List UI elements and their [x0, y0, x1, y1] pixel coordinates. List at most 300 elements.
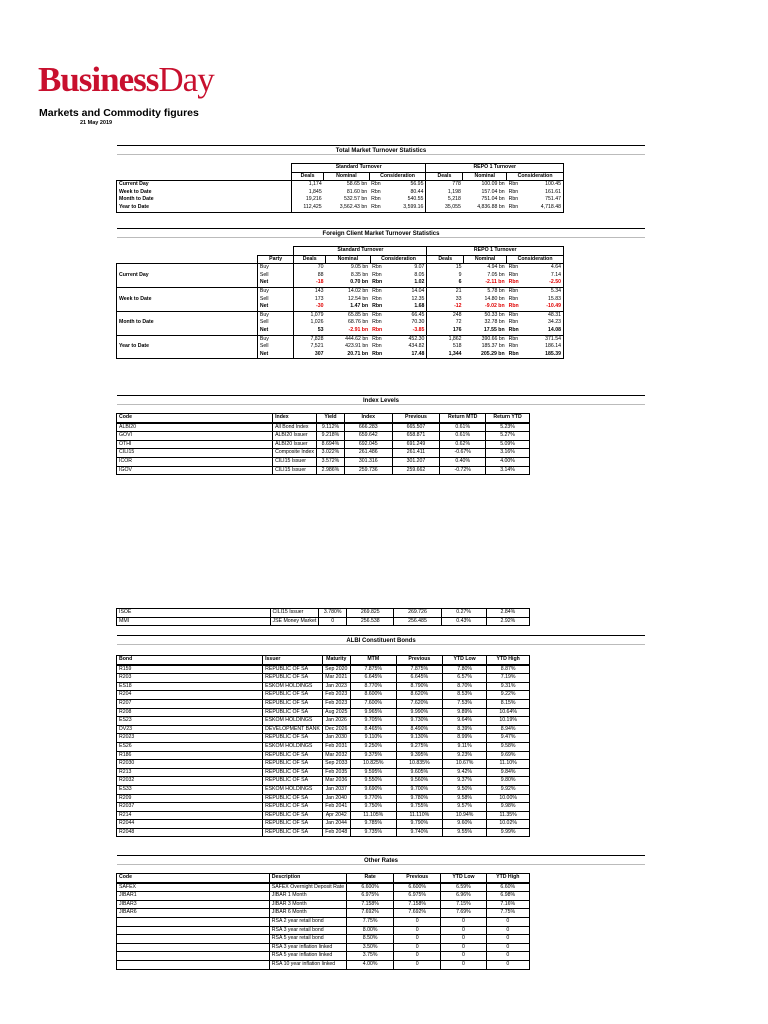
col-header: Bond: [117, 656, 263, 665]
col-header: Index: [344, 414, 392, 423]
bond-code-cell: ES33: [117, 785, 263, 794]
mtm-cell: 7.875%: [350, 665, 396, 674]
previous-cell: 8.790%: [396, 682, 442, 691]
ytd-low-cell: 9.55%: [442, 828, 486, 837]
bond-code-cell: R2044: [117, 820, 263, 829]
ytd-high-cell: 10.02%: [487, 820, 530, 829]
code-cell: IGOV: [117, 466, 273, 475]
rate-cell: 7.75%: [347, 917, 394, 926]
other-rates-body: [117, 883, 530, 969]
ytd-low-cell: 7.69%: [441, 909, 486, 918]
issuer-cell: ESKOM HOLDINGS: [263, 682, 323, 691]
previous-cell: 9.130%: [396, 734, 442, 743]
issuer-cell: ESKOM HOLDINGS: [263, 785, 323, 794]
table-row: [117, 708, 530, 717]
code-cell: [117, 926, 270, 935]
code-cell: ISOE: [117, 609, 271, 618]
repo-turnover-header: REPO 1 Turnover: [426, 164, 564, 173]
description-cell: RSA 5 year inflation linked: [269, 952, 346, 961]
row-label: Week to Date: [117, 189, 292, 197]
mtm-cell: 9.110%: [350, 734, 396, 743]
mtm-cell: 10.825%: [350, 760, 396, 769]
table-row: [117, 926, 530, 935]
index-name-cell: ALBI20 Issuer: [273, 432, 317, 441]
return-ytd-cell: 3.14%: [486, 466, 530, 475]
mtm-cell: 11.105%: [350, 811, 396, 820]
description-cell: RSA 3 year retail bond: [269, 926, 346, 935]
code-cell: ICOR: [117, 457, 273, 466]
ytd-low-cell: 9.64%: [442, 717, 486, 726]
maturity-cell: Feb 2048: [322, 828, 350, 837]
code-cell: JIBAR3: [117, 900, 270, 909]
rate-cell: 3.50%: [347, 943, 394, 952]
albi-bonds-table: [116, 655, 530, 837]
consideration-cell: 3,599.16: [388, 204, 426, 212]
previous-cell: 269.726: [394, 609, 441, 618]
unit-cell: Rbn: [372, 343, 382, 350]
consideration-cell: 34.23: [526, 319, 564, 327]
previous-cell: 7.620%: [396, 699, 442, 708]
consideration-cell: 8.05: [389, 272, 427, 280]
unit-cell: Rbn: [507, 204, 526, 212]
ytd-high-cell: 8.15%: [487, 699, 530, 708]
code-cell: ALBI20: [117, 423, 273, 432]
issuer-cell: ESKOM HOLDINGS: [263, 717, 323, 726]
bond-code-cell: ES18: [117, 682, 263, 691]
nominal-cell: 0.70 bn: [325, 279, 370, 287]
unit-cell: Rbn: [371, 188, 381, 195]
ytd-low-cell: 8.70%: [442, 682, 486, 691]
maturity-cell: Aug 2025: [322, 708, 350, 717]
code-cell: CILI15: [117, 449, 273, 458]
nominal-cell: 157.04 bn: [481, 188, 505, 195]
unit-cell: Rbn: [507, 264, 526, 272]
ytd-high-cell: 0: [486, 935, 529, 944]
col-header: Code: [117, 874, 270, 883]
table-row: [117, 768, 530, 777]
issuer-cell: REPUBLIC OF SA: [263, 699, 323, 708]
table-row: [117, 181, 564, 189]
ytd-low-cell: 0: [441, 943, 486, 952]
col-deals: Deals: [427, 255, 464, 264]
return-ytd-cell: 2.92%: [486, 617, 529, 626]
total-turnover-body: [117, 181, 564, 212]
bond-code-cell: R213: [117, 768, 263, 777]
col-header: MTM: [350, 656, 396, 665]
yield-cell: 3.780%: [319, 609, 347, 618]
total-turnover-table: [116, 163, 564, 213]
col-header: Rate: [347, 874, 394, 883]
nominal-cell: 14.80 bn: [484, 295, 505, 302]
nominal-cell: 444.62 bn: [325, 335, 370, 343]
previous-cell: 6.600%: [394, 883, 441, 892]
yield-cell: 3.022%: [317, 449, 345, 458]
index-levels-body-continued: [117, 609, 530, 626]
issuer-cell: REPUBLIC OF SA: [263, 794, 323, 803]
issuer-cell: REPUBLIC OF SA: [263, 828, 323, 837]
issuer-cell: REPUBLIC OF SA: [263, 777, 323, 786]
deals-cell: 143: [294, 287, 326, 295]
ytd-low-cell: 10.94%: [442, 811, 486, 820]
nominal-cell: 5.78 bn: [464, 287, 507, 295]
unit-cell: Rbn: [508, 188, 519, 195]
ytd-high-cell: 9.47%: [487, 734, 530, 743]
deals-cell: 5,218: [447, 196, 461, 203]
table-row: [117, 892, 530, 901]
consideration-cell: 70.30: [389, 319, 427, 327]
rate-cell: 7.692%: [347, 909, 394, 918]
return-mtd-cell: -0.72%: [440, 466, 486, 475]
return-mtd-cell: 0.61%: [440, 423, 486, 432]
deals-cell: -30: [294, 303, 326, 311]
deals-cell: 518: [452, 343, 462, 350]
ytd-high-cell: 10.00%: [487, 794, 530, 803]
col-header: Previous: [392, 414, 440, 423]
table-row: [117, 952, 530, 961]
deals-cell: 248: [427, 311, 464, 319]
group-label: Month to Date: [117, 311, 258, 335]
col-nominal: Nominal: [464, 255, 507, 264]
deals-cell: 778: [426, 181, 463, 189]
ytd-low-cell: 9.58%: [442, 794, 486, 803]
deals-cell: 112,425: [291, 204, 323, 212]
description-cell: RSA 3 year inflation linked: [269, 943, 346, 952]
ytd-high-cell: 11.10%: [487, 760, 530, 769]
nominal-cell: 185.37 bn: [481, 343, 505, 350]
mtm-cell: 9.965%: [350, 708, 396, 717]
nominal-cell: 68.76 bn: [347, 319, 369, 326]
issuer-cell: REPUBLIC OF SA: [263, 691, 323, 700]
bond-code-cell: R186: [117, 751, 263, 760]
section-total-turnover: Total Market Turnover Statistics: [117, 145, 645, 154]
rate-cell: 7.158%: [347, 900, 394, 909]
index-value-cell: 261.486: [344, 449, 392, 458]
index-name-cell: All Bond Index: [273, 423, 317, 432]
col-header: Code: [117, 414, 273, 423]
mtm-cell: 6.645%: [350, 674, 396, 683]
nominal-cell: 205.29 bn: [464, 351, 507, 359]
previous-cell: 0: [394, 943, 441, 952]
table-row: [117, 457, 530, 466]
unit-cell: Rbn: [370, 335, 389, 343]
unit-cell: Rbn: [507, 181, 526, 189]
nominal-cell: -2.91 bn: [325, 327, 370, 335]
consideration-cell: 7.14: [526, 272, 564, 280]
deals-cell: 15: [427, 264, 464, 272]
rate-cell: 6.600%: [347, 883, 394, 892]
mtm-cell: 9.690%: [350, 785, 396, 794]
code-cell: JIBAR6: [117, 909, 270, 918]
deals-cell: 19,216: [291, 196, 323, 204]
previous-cell: 665.507: [392, 423, 440, 432]
row-label: Year to Date: [117, 204, 292, 212]
issuer-cell: REPUBLIC OF SA: [263, 674, 323, 683]
issuer-cell: REPUBLIC OF SA: [263, 665, 323, 674]
albi-header-row: [117, 656, 530, 665]
ytd-high-cell: 7.75%: [486, 909, 529, 918]
deals-cell: 7,828: [294, 335, 326, 343]
col-deals: Deals: [426, 172, 463, 181]
std-turnover-header: Standard Turnover: [294, 247, 427, 256]
table-row: [117, 917, 530, 926]
description-cell: RSA 2 year retail bond: [269, 917, 346, 926]
col-header: Description: [269, 874, 346, 883]
col-header: YTD High: [487, 656, 530, 665]
previous-cell: 6.645%: [396, 674, 442, 683]
table-row: [117, 734, 530, 743]
ytd-low-cell: 6.59%: [441, 883, 486, 892]
maturity-cell: Jan 2023: [322, 682, 350, 691]
ytd-high-cell: 9.98%: [487, 803, 530, 812]
ytd-high-cell: 0: [486, 952, 529, 961]
unit-cell: Rbn: [370, 303, 389, 311]
maturity-cell: Jan 2030: [322, 734, 350, 743]
table-row: [117, 674, 530, 683]
table-row: [117, 699, 530, 708]
deals-cell: 1,198: [447, 188, 461, 195]
unit-cell: Rbn: [507, 327, 526, 335]
ytd-low-cell: 7.53%: [442, 699, 486, 708]
nominal-cell: 390.66 bn: [464, 335, 507, 343]
maturity-cell: Feb 2031: [322, 742, 350, 751]
col-header: Previous: [394, 874, 441, 883]
mtm-cell: 9.735%: [350, 828, 396, 837]
nominal-cell: 12.54 bn: [347, 295, 369, 302]
rate-cell: 8.00%: [347, 926, 394, 935]
ytd-low-cell: 9.23%: [442, 751, 486, 760]
unit-cell: Rbn: [508, 319, 519, 326]
ytd-low-cell: 8.53%: [442, 691, 486, 700]
previous-cell: 9.275%: [396, 742, 442, 751]
maturity-cell: Jan 2044: [322, 820, 350, 829]
return-mtd-cell: -0.67%: [440, 449, 486, 458]
table-row: [117, 335, 564, 343]
foreign-turnover-body: [117, 264, 564, 359]
maturity-cell: Apr 2042: [322, 811, 350, 820]
deals-cell: 33: [455, 295, 462, 302]
ytd-low-cell: 0: [441, 952, 486, 961]
previous-cell: 7.875%: [396, 665, 442, 674]
table-row: [117, 785, 530, 794]
mtm-cell: 9.785%: [350, 820, 396, 829]
other-header-row: [117, 874, 530, 883]
code-cell: [117, 935, 270, 944]
previous-cell: 256.485: [394, 617, 441, 626]
ytd-high-cell: 0: [486, 917, 529, 926]
table-row: [117, 742, 530, 751]
bond-code-cell: R204: [117, 691, 263, 700]
previous-cell: 0: [394, 952, 441, 961]
ytd-low-cell: 9.57%: [442, 803, 486, 812]
rate-cell: 6.975%: [347, 892, 394, 901]
code-cell: [117, 960, 270, 969]
ytd-high-cell: 6.60%: [486, 883, 529, 892]
deals-cell: 173: [294, 296, 326, 304]
consideration-cell: 17.48: [389, 351, 427, 359]
party-cell: Net: [257, 351, 294, 359]
std-turnover-header: Standard Turnover: [291, 164, 426, 173]
table-row: [117, 725, 530, 734]
description-cell: RSA 10 year inflation linked: [269, 960, 346, 969]
ytd-high-cell: 0: [486, 926, 529, 935]
previous-cell: 9.780%: [396, 794, 442, 803]
previous-cell: 9.560%: [396, 777, 442, 786]
consideration-cell: -10.49: [526, 303, 564, 311]
previous-cell: 301.207: [392, 457, 440, 466]
table-row: [117, 204, 564, 212]
return-mtd-cell: 0.27%: [441, 609, 486, 618]
table-row: [117, 943, 530, 952]
issuer-cell: REPUBLIC OF SA: [263, 803, 323, 812]
return-mtd-cell: 0.40%: [440, 457, 486, 466]
deals-cell: 1,174: [291, 181, 323, 189]
return-ytd-cell: 2.84%: [486, 609, 529, 618]
col-deals: Deals: [291, 172, 323, 181]
issuer-cell: DEVELOPMENT BANK: [263, 725, 323, 734]
deals-cell: 1,862: [427, 335, 464, 343]
description-cell: RSA 5 year retail bond: [269, 935, 346, 944]
consideration-cell: 5.34: [526, 287, 564, 295]
repo-turnover-header: REPO 1 Turnover: [427, 247, 564, 256]
bond-code-cell: R2032: [117, 777, 263, 786]
maturity-cell: Feb 2035: [322, 768, 350, 777]
bond-code-cell: R2023: [117, 734, 263, 743]
col-header: Issuer: [263, 656, 323, 665]
yield-cell: 9.218%: [317, 432, 345, 441]
index-name-cell: CILI15 Issuer: [270, 609, 319, 618]
mtm-cell: 8.465%: [350, 725, 396, 734]
consideration-cell: 161.61: [526, 189, 564, 197]
table-row: [117, 935, 530, 944]
consideration-cell: 452.30: [389, 335, 427, 343]
maturity-cell: Jan 2037: [322, 785, 350, 794]
bond-code-cell: R159: [117, 665, 263, 674]
nominal-cell: 14.02 bn: [325, 287, 370, 295]
section-index-levels: Index Levels: [117, 395, 645, 404]
col-header: Yield: [317, 414, 345, 423]
consideration-cell: 14.08: [526, 327, 564, 335]
return-mtd-cell: 0.62%: [440, 440, 486, 449]
return-ytd-cell: 4.00%: [486, 457, 530, 466]
previous-cell: 691.249: [392, 440, 440, 449]
consideration-cell: 4,718.48: [526, 204, 564, 212]
party-cell: Buy: [257, 287, 294, 295]
deals-cell: 70: [294, 264, 326, 272]
description-cell: SAFEX Overnight Deposit Rate: [269, 883, 346, 892]
previous-cell: 9.730%: [396, 717, 442, 726]
yield-cell: 9.112%: [317, 423, 345, 432]
col-party: Party: [257, 255, 294, 264]
description-cell: JIBAR 6 Month: [269, 909, 346, 918]
col-header: Index: [273, 414, 317, 423]
issuer-cell: REPUBLIC OF SA: [263, 760, 323, 769]
mtm-cell: 9.375%: [350, 751, 396, 760]
col-consideration: Consideration: [507, 255, 564, 264]
table-row: [117, 617, 530, 626]
index-name-cell: Composite Index: [273, 449, 317, 458]
ytd-low-cell: 9.11%: [442, 742, 486, 751]
nominal-cell: -9.02 bn: [464, 303, 507, 311]
ytd-low-cell: 9.37%: [442, 777, 486, 786]
deals-cell: 53: [294, 327, 326, 335]
mtm-cell: 9.550%: [350, 777, 396, 786]
unit-cell: Rbn: [370, 327, 389, 335]
unit-cell: Rbn: [369, 204, 388, 212]
previous-cell: 261.411: [392, 449, 440, 458]
consideration-cell: 48.31: [526, 311, 564, 319]
previous-cell: 259.662: [392, 466, 440, 475]
return-ytd-cell: 5.27%: [486, 432, 530, 441]
party-cell: Sell: [257, 296, 294, 304]
code-cell: GOVI: [117, 432, 273, 441]
table-row: [117, 794, 530, 803]
party-cell: Sell: [257, 272, 294, 280]
consideration-cell: -3.85: [389, 327, 427, 335]
bond-code-cell: R208: [117, 708, 263, 717]
nominal-cell: 3,562.43 bn: [324, 204, 369, 212]
rate-cell: 8.50%: [347, 935, 394, 944]
index-value-cell: 659.642: [344, 432, 392, 441]
nominal-cell: 9.05 bn: [325, 264, 370, 272]
col-header: Maturity: [322, 656, 350, 665]
previous-cell: 0: [394, 917, 441, 926]
consideration-cell: 9.07: [389, 264, 427, 272]
col-header: Previous: [396, 656, 442, 665]
deals-cell: 307: [294, 351, 326, 359]
bond-code-cell: ES26: [117, 742, 263, 751]
index-value-cell: 301.316: [344, 457, 392, 466]
group-label: Year to Date: [117, 335, 258, 359]
bond-code-cell: R2048: [117, 828, 263, 837]
rate-cell: 4.00%: [347, 960, 394, 969]
ytd-high-cell: 11.35%: [487, 811, 530, 820]
maturity-cell: Mar 2036: [322, 777, 350, 786]
table-row: [117, 449, 530, 458]
table-row: [117, 691, 530, 700]
ytd-low-cell: 0: [441, 917, 486, 926]
nominal-cell: 7.05 bn: [487, 271, 505, 278]
consideration-cell: 185.39: [526, 351, 564, 359]
party-cell: Sell: [257, 343, 294, 351]
bond-code-cell: R2037: [117, 803, 263, 812]
consideration-cell: 371.54: [526, 335, 564, 343]
row-label: Current Day: [117, 181, 292, 189]
col-header: YTD Low: [441, 874, 486, 883]
deals-cell: 21: [427, 287, 464, 295]
yield-cell: 8.694%: [317, 440, 345, 449]
unit-cell: Rbn: [372, 271, 382, 278]
group-label: Current Day: [117, 264, 258, 288]
col-consideration: Consideration: [507, 172, 564, 181]
party-cell: Net: [257, 279, 294, 287]
nominal-cell: 32.78 bn: [484, 319, 505, 326]
unit-cell: Rbn: [371, 196, 381, 203]
maturity-cell: Mar 2021: [322, 674, 350, 683]
table-row: [117, 828, 530, 837]
ytd-high-cell: 10.64%: [487, 708, 530, 717]
deals-cell: 35,055: [426, 204, 463, 212]
unit-cell: Rbn: [507, 311, 526, 319]
ytd-low-cell: 0: [441, 960, 486, 969]
return-mtd-cell: 0.43%: [441, 617, 486, 626]
maturity-cell: Feb 2041: [322, 803, 350, 812]
deals-cell: 1,344: [427, 351, 464, 359]
index-value-cell: 666.283: [344, 423, 392, 432]
party-cell: Buy: [257, 311, 294, 319]
index-levels-table-continued: [116, 608, 530, 626]
col-consideration: Consideration: [369, 172, 426, 181]
table-row: [117, 682, 530, 691]
